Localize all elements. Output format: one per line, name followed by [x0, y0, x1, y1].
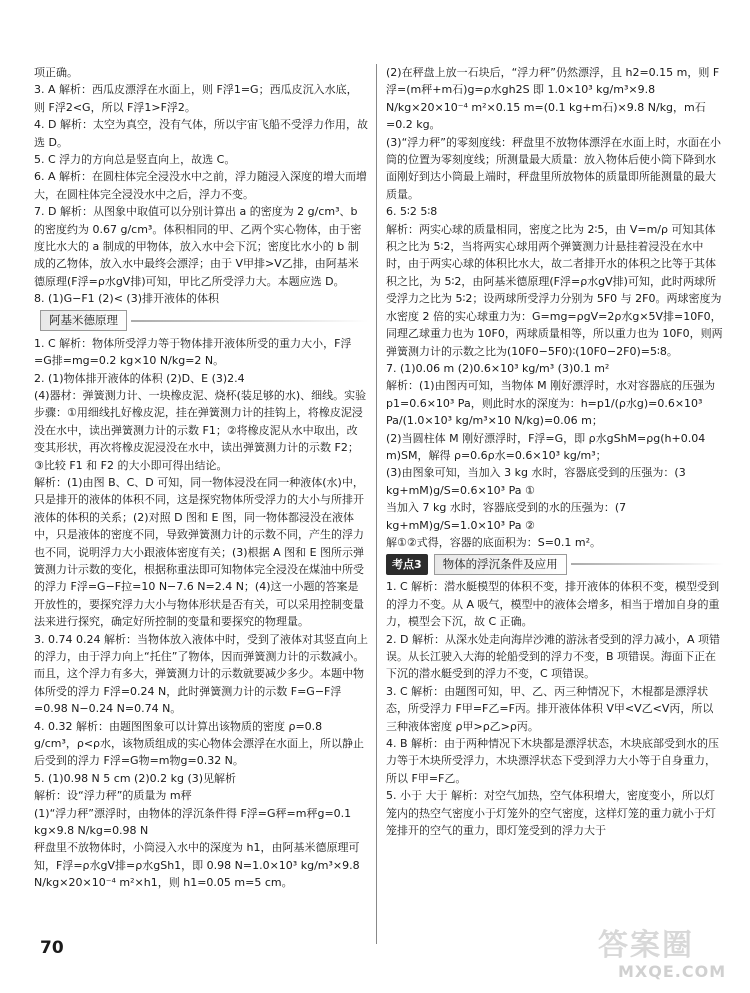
section-title: 阿基米德原理 — [40, 310, 127, 331]
section-title: 物体的浮沉条件及应用 — [434, 554, 567, 575]
text-line: 5. C 浮力的方向总是竖直向上，故选 C。 — [34, 153, 236, 167]
left-column — [34, 64, 368, 892]
left-column-text — [34, 64, 368, 308]
text-line: 4. 0.32 解析：由题图图象可以计算出该物质的密度 ρ=0.8 g/cm³，ρ<ρ水，该物质组成的实心物体会漂浮在水面上，所以静止后受到的浮力 F浮=G物=m物g=0.32 N。 — [34, 719, 365, 768]
text-line: 解①②式得，容器的底面积为：S=0.1 m²。 — [386, 535, 602, 549]
text-line: (3)“浮力秤”的零刻度线：秤盘里不放物体漂浮在水面上时，水面在小筒的位置为零刻度线；所测量最大质量：放入物体后使小筒下降到水面刚好到达小筒最上端时，秤盘里所放物体的质量即所能测量的最大质量。 — [386, 135, 721, 201]
text-line: 解析：(1)由图 B、C、D 可知，同一物体浸没在同一种液体(水)中，只是排开的液体的体积不同，这是探究物体所受浮力的大小与所排开液体的体积的关系；(2)对照 D 图和 E 图，同一物体都浸没在液体中，只是液体的密度不同，导致弹簧测力计的示数不同，产生的浮力也不同，说明浮力大小跟液体密度有关；(3)根据 A 图和 E 图所示弹簧测力计示数的变化，根据称重法即可知物体完全浸没在煤油中所受的浮力 F浮=G−F拉=10 N−7.6 N=2.4 N；(4)这一小题的答案是开放性的，要探究浮力大小与物体形状是否有关，可以采用控制变量法来进行探究，确定好所控制的变量和要探究的物理量。 — [34, 475, 365, 629]
text-line: 4. D 解析：太空为真空，没有气体，所以宇宙飞船不受浮力作用，故选 D。 — [34, 118, 368, 149]
text-line: 7. (1)0.06 m (2)0.6×10³ kg/m³ (3)0.1 m² — [386, 361, 610, 375]
section-header-buoyancy — [386, 554, 724, 574]
section-rule — [131, 320, 368, 322]
column-divider — [376, 64, 377, 944]
text-line: (4)器材：弹簧测力计、一块橡皮泥、烧杯(装足够的水)、细线。实验步骤：①用细线扎好橡皮泥，挂在弹簧测力计的挂钩上，将橡皮泥浸没在水中，读出弹簧测力计的示数 F1；②将橡皮泥从水中取出，改变其形状，再次将橡皮泥浸没在水中，读出弹簧测力计的示数 F2；③比较 F1 和 F2 的大小即可得出结论。 — [34, 388, 367, 472]
right-column — [386, 64, 724, 839]
watermark-text: 答案圈 — [598, 928, 694, 963]
right-column-text — [386, 64, 724, 551]
watermark-logo — [590, 920, 740, 986]
text-line: 3. 0.74 0.24 解析：当物体放入液体中时，受到了液体对其竖直向上的浮力，由于浮力向上“托住”了物体，因而弹簧测力计的示数减小。而且，这个浮力有多大，弹簧测力计的示数就要减少多少。本题中物体所受的浮力 F浮=0.24 N，此时弹簧测力计的示数 F=G−F浮=0.98 N−0.24 N=0.74 N。 — [34, 632, 368, 716]
text-line: 3. C 解析：由题图可知，甲、乙、丙三种情况下，木棍都是漂浮状态，所受浮力 F甲=F乙=F丙。排开液体体积 V甲<V乙<V丙，所以三种液体密度 ρ甲>ρ乙>ρ丙。 — [386, 684, 714, 733]
section-rule — [571, 563, 724, 565]
text-line: 4. B 解析：由于两种情况下木块都是漂浮状态，木块底部受到水的压力等于木块所受浮力，木块漂浮状态下受到浮力大小等于自身重力，所以 F甲=F乙。 — [386, 737, 720, 785]
text-line: 3. A 解析：西瓜皮漂浮在水面上，则 F浮1=G；西瓜皮沉入水底，则 F浮2<G，所以 F浮1>F浮2。 — [34, 83, 358, 114]
text-line: 6. 5∶2 5∶8 — [386, 205, 438, 219]
section-header-archimedes — [34, 311, 368, 331]
text-line: 当加入 7 kg 水时，容器底受到的水的压强为：(7 kg+mM)g/S=1.0×10³ Pa ② — [386, 501, 627, 532]
text-line: (2)在秤盘上放一石块后，“浮力秤”仍然漂浮，且 h2=0.15 m，则 F浮=(m秤+m石)g=ρ水gh2S 即 1.0×10³ kg/m³×9.8 N/kg×20×10⁻⁴ m²×0.15 m=(0.1 kg+m石)×9.8 N/kg，m石=0.2 kg。 — [386, 66, 720, 132]
text-line: 解析：两实心球的质量相同，密度之比为 2∶5，由 V=m/ρ 可知其体积之比为 5∶2，当将两实心球用两个弹簧测力计悬挂着浸没在水中时，由于两实心球的体积比水大，故二者排开水的体积之比等于其体积之比，为 5∶2，由阿基米德原理(F浮=ρ水gV排)可知，此时两球所受浮力之比为 5∶2；设两球所受浮力分别为 5F0 与 2F0。两球密度为水密度 2 倍的实心球重力为：G=mg=ρgV=2ρ水g×5V排=10F0，同理乙球重力也为 10F0，两球质量相等，所以重力也为 10F0，则两弹簧测力计的示数之比为(10F0−5F0)∶(10F0−2F0)=5∶8。 — [386, 222, 723, 358]
text-line: (1)“浮力秤”漂浮时，由物体的浮沉条件得 F浮=G秤=m秤g=0.1 kg×9.8 N/kg=0.98 N — [34, 806, 352, 838]
left-column-text — [34, 335, 368, 892]
text-line: 解析：(1)由图丙可知，当物体 M 刚好漂浮时，水对容器底的压强为 p1=0.6×10³ Pa，则此时水的深度为：h=p1/(ρ水g)=0.6×10³ Pa/(1.0×10³ kg/m³×10 N/kg)=0.06 m； — [386, 379, 716, 428]
text-line: (2)当圆柱体 M 刚好漂浮时，F浮=G，即 ρ水gShM=ρg(h+0.04 m)SM，解得 ρ=0.6ρ水=0.6×10³ kg/m³； — [386, 431, 706, 462]
right-column-text — [386, 578, 724, 839]
text-line: 2. (1)物体排开液体的体积 (2)D、E (3)2.4 — [34, 371, 245, 385]
text-line: 解析：设“浮力秤”的质量为 m秤 — [34, 789, 192, 803]
text-line: 1. C 解析：物体所受浮力等于物体排开液体所受的重力大小，F浮=G排=mg=0.2 kg×10 N/kg=2 N。 — [34, 336, 352, 368]
page-number: 70 — [40, 938, 64, 958]
watermark-url: MXQE.COM — [618, 962, 727, 981]
text-line: 秤盘里不放物体时，小筒浸入水中的深度为 h1，由阿基米德原理可知，F浮=ρ水gV排=ρ水gSh1，即 0.98 N=1.0×10³ kg/m³×9.8 N/kg×20×10⁻⁴ m²×h1，则 h1=0.05 m=5 cm。 — [34, 841, 360, 890]
text-line: 7. D 解析：从图象中取值可以分别计算出 a 的密度为 2 g/cm³、b 的密度约为 0.67 g/cm³。体积相同的甲、乙两个实心物体，由于密度比水大的 a 制成的甲物体，放入水中会下沉；密度比水小的 b 制成的乙物体，放入水中最终会漂浮；由于 V甲排>V乙排，由阿基米德原理(F浮=ρ水gV排)可知，甲比乙所受浮力大。本题应选 D。 — [34, 205, 362, 288]
section-badge: 考点3 — [386, 554, 428, 575]
text-line: 5. (1)0.98 N 5 cm (2)0.2 kg (3)见解析 — [34, 771, 237, 785]
text-line: 6. A 解析：在圆柱体完全浸没水中之前，浮力随浸入深度的增大而增大，在圆柱体完全浸没水中之后，浮力不变。 — [34, 170, 368, 201]
text-line: (3)由图象可知，当加入 3 kg 水时，容器底受到的压强为：(3 kg+mM)g/S=0.6×10³ Pa ① — [386, 466, 686, 497]
text-line: 5. 小于 大于 解析：对空气加热，空气体积增大，密度变小，所以灯笼内的热空气密度小于灯笼外的空气密度，这样灯笼的重力就小于灯笼排开的空气的重力，即灯笼受到的浮力大于 — [386, 789, 716, 838]
text-line: 8. (1)G−F1 (2)< (3)排开液体的体积 — [34, 292, 220, 306]
text-line: 2. D 解析：从深水处走向海岸沙滩的游泳者受到的浮力减小，A 项错误。从长江驶入大海的轮船受到的浮力不变，B 项错误。海面下正在下沉的潜水艇受到的浮力不变，C 项错误。 — [386, 632, 720, 681]
text-line: 项正确。 — [34, 66, 78, 79]
text-line: 1. C 解析：潜水艇模型的体积不变，排开液体的体积不变，模型受到的浮力不变。从 A 吸气，模型中的液体会增多，相当于增加自身的重力，模型会下沉，故 C 正确。 — [386, 580, 720, 629]
